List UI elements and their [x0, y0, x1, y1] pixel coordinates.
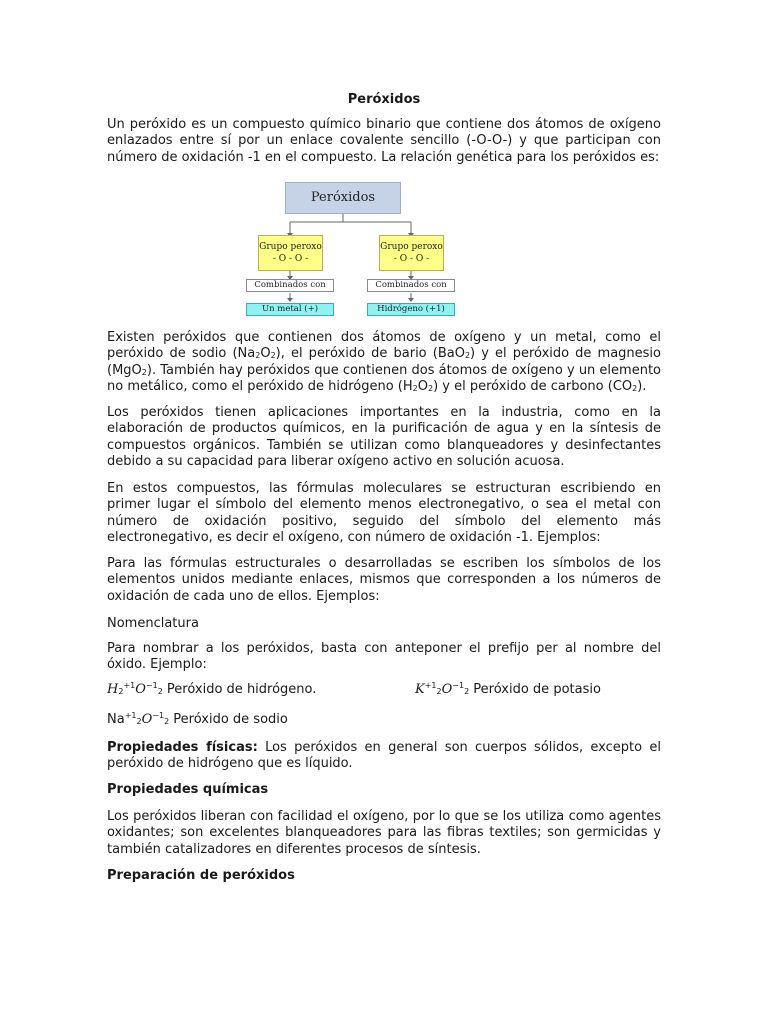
formula-examples-row [107, 678, 661, 696]
formula-sodium-peroxide: $Na^{+1}_2O^{-1}_2$ Peróxido de sodio [107, 711, 288, 727]
nomenclature-heading: Nomenclatura [107, 616, 199, 631]
diagram-peroxo-group-right: Grupo peroxo - O - O - [379, 235, 444, 271]
physical-properties-label: Propiedades físicas: [107, 740, 258, 755]
diagram-hydrogen-result: Hidrógeno (+1) [367, 303, 455, 316]
preparation-heading: Preparación de peróxidos [107, 868, 295, 883]
formula-hydrogen-peroxide: $H_2^{+1}O^{-1}_2$ Peróxido de hidrógeno. [107, 681, 317, 697]
page-title: Peróxidos [347, 92, 421, 107]
diagram-metal-result: Un metal (+) [246, 303, 334, 316]
formula-potassium-peroxide: $K^{+1}_2O^{-1}_2$ Peróxido de potasio [415, 681, 601, 697]
diagram-combined-left: Combinados con [246, 279, 334, 292]
chemical-properties-heading: Propiedades químicas [107, 782, 269, 797]
molecular-formulas-paragraph: En estos compuestos, las fórmulas moleculares se estructuran escribiendo en primer lugar el símbolo del elemento menos electronegativo, o sea el metal con número de oxidación positivo, seguido del símbolo del elemento más electronegativo, es decir el oxígeno, con número de oxidación -1. Ejemplos: [107, 481, 661, 545]
examples-paragraph: Existen peróxidos que contienen dos átomos de oxígeno y un metal, como el peróxido de sodio $(Na_2O_2)$, el peróxido de bario (BaO$_2$) y el peróxido de magnesio (MgO$_2$). También hay peróxidos que contienen dos átomos de oxígeno y un elemento no metálico, como el peróxido de hidrógeno $(H_2O_2)$ y el peróxido de carbono $(CO_2)$. [107, 330, 661, 394]
genetic-relation-diagram [245, 182, 555, 320]
intro-paragraph: Un peróxido es un compuesto químico binario que contiene dos átomos de oxígeno enlazados entre sí por un enlace covalente sencillo (-O-O-) y que participan con número de oxidación -1 en el compuesto. La relación genética para los peróxidos es: [107, 117, 661, 165]
diagram-peroxo-group-left: Grupo peroxo - O - O - [258, 235, 323, 271]
applications-paragraph: Los peróxidos tienen aplicaciones importantes en la industria, como en la elaboración de productos químicos, en la purificación de agua y en la síntesis de compuestos orgánicos. También se utilizan como blanqueadores y desinfectantes debido a su capacidad para liberar oxígeno activo en solución acuosa. [107, 405, 661, 469]
diagram-combined-right: Combinados con [367, 279, 455, 292]
chemical-properties-paragraph: Los peróxidos liberan con facilidad el oxígeno, por lo que se los utiliza como agentes oxidantes; son excelentes blanqueadores para las fibras textiles; son germicidas y también catalizadores en diferentes procesos de síntesis. [107, 809, 661, 857]
nomenclature-paragraph: Para nombrar a los peróxidos, basta con anteponer el prefijo per al nombre del óxido. Ejemplo: [107, 641, 661, 673]
diagram-peroxides-box: Peróxidos [285, 182, 401, 214]
physical-properties-paragraph: Propiedades físicas: Los peróxidos en general son cuerpos sólidos, excepto el peróxido de hidrógeno que es líquido. [107, 740, 661, 772]
structural-formulas-paragraph: Para las fórmulas estructurales o desarrolladas se escriben los símbolos de los elementos unidos mediante enlaces, mismos que corresponden a los números de oxidación de cada uno de ellos. Ejemplos: [107, 556, 661, 604]
